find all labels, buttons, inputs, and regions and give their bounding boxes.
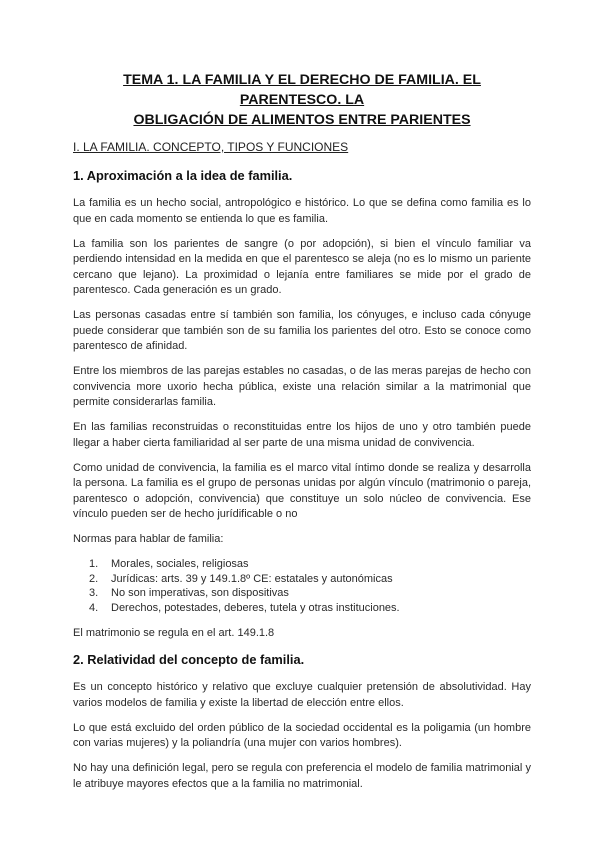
document-page <box>73 70 531 802</box>
paragraph: La familia son los parientes de sangre (o por adopción), si bien el vínculo familiar va perdiendo intensidad en la medida en que el parentesco se aleja (no es lo mismo un pariente cercano que lejano). La proximidad o lejanía entre familiares se mide por el grado de parentesco. Cada generación es un grado. <box>73 237 531 296</box>
list-item-number: 3. <box>89 587 99 599</box>
list-item-text: Morales, sociales, religiosas <box>111 558 249 570</box>
document-title <box>73 70 531 130</box>
norms-intro: Normas para hablar de familia: <box>73 533 224 545</box>
document-title-line-2: OBLIGACIÓN DE ALIMENTOS ENTRE PARIENTES <box>133 112 471 128</box>
list-item-text: Derechos, potestades, deberes, tutela y otras instituciones. <box>111 601 400 614</box>
list-item-number: 1. <box>89 558 99 570</box>
section-heading: I. LA FAMILIA. CONCEPTO, TIPOS Y FUNCIONES <box>73 140 349 154</box>
list-item <box>89 572 531 587</box>
paragraph: Es un concepto histórico y relativo que excluye cualquier pretensión de absolutividad. Hay varios modelos de familia y existe la libertad de elección entre ellos. <box>73 681 531 709</box>
paragraph: En las familias reconstruidas o reconstituidas entre los hijos de uno y otro también puede llegar a haber cierta familiaridad al ser parte de una misma unidad de convivencia. <box>73 421 531 449</box>
paragraph: Entre los miembros de las parejas estables no casadas, o de las meras parejas de hecho con convivencia more uxorio hecha pública, existe una relación similar a la matrimonial que permite considerarlas familia. <box>73 365 531 408</box>
list-item <box>89 557 531 572</box>
paragraph: La familia es un hecho social, antropológico e histórico. Lo que se defina como familia es lo que en cada momento se entienda lo que es familia. <box>73 197 531 225</box>
list-item-text: No son imperativas, son dispositivas <box>111 587 289 599</box>
paragraph: No hay una definición legal, pero se regula con preferencia el modelo de familia matrimonial y le atribuye mayores efectos que a la familia no matrimonial. <box>73 762 531 790</box>
list-item <box>89 601 531 616</box>
paragraph: Como unidad de convivencia, la familia es el marco vital íntimo donde se realiza y desarrolla la persona. La familia es el grupo de personas unidas por algún vínculo (matrimonio o pareja, parentesco o adopción, convivencia) que constituye un solo núcleo de convivencia. Ese vínculo pueden ser de hecho jurídificable o no <box>73 461 531 520</box>
list-item <box>89 586 531 601</box>
subsection-1-heading: 1. Aproximación a la idea de familia. <box>73 168 293 183</box>
paragraph: Las personas casadas entre sí también son familia, los cónyuges, e incluso cada cónyuge puede considerar que también son de su familia los parientes del otro. Esto se conoce como parentesco de afinidad. <box>73 309 531 352</box>
list-item-number: 4. <box>89 601 99 614</box>
closing-note: El matrimonio se regula en el art. 149.1.8 <box>73 627 275 639</box>
list-item-text: Jurídicas: arts. 39 y 149.1.8º CE: estatales y autonómicas <box>111 572 393 585</box>
paragraph: Lo que está excluido del orden público de la sociedad occidental es la poligamia (un hombre con varias mujeres) y la poliandría (una mujer con varios hombres). <box>73 721 531 749</box>
document-title-line-1: TEMA 1. LA FAMILIA Y EL DERECHO DE FAMILIA. EL PARENTESCO. LA <box>123 72 481 108</box>
subsection-2-heading: 2. Relatividad del concepto de familia. <box>73 652 305 667</box>
norms-list <box>89 557 531 615</box>
list-item-number: 2. <box>89 572 99 585</box>
